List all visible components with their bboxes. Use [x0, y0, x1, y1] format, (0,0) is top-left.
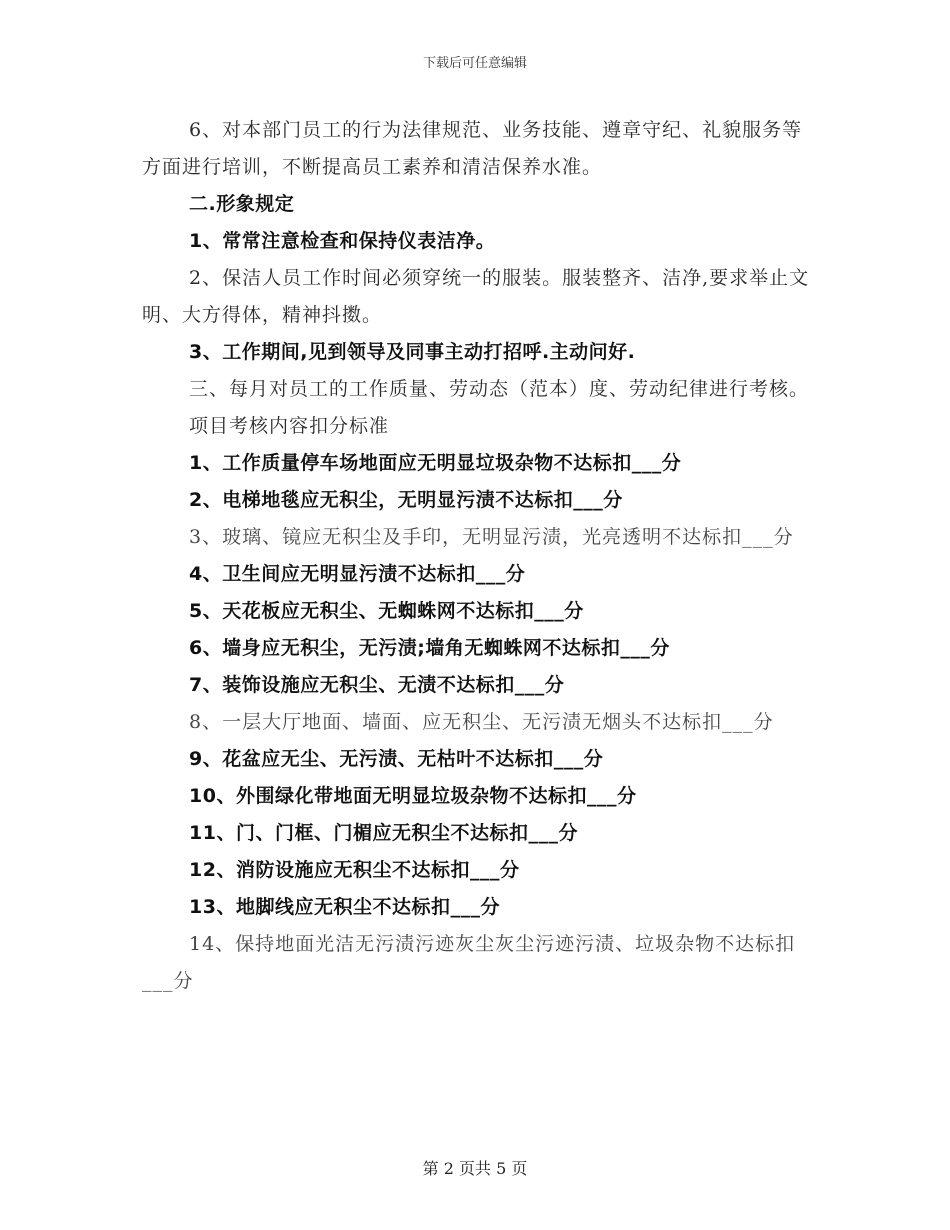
list-heading: 项目考核内容扣分标准 [189, 415, 390, 437]
section-heading: 二.形象规定 [189, 193, 295, 215]
list-item: 7、装饰设施应无积尘、无渍不达标扣___分 [189, 674, 565, 696]
page-footer: 第 2 页共 5 页 [422, 1159, 528, 1178]
list-item: 8、一层大厅地面、墙面、应无积尘、无污渍无烟头不达标扣___分 [189, 711, 774, 733]
list-item: 12、消防设施应无积尘不达标扣___分 [189, 859, 520, 881]
document-body [142, 112, 822, 1000]
paragraph: 2、保洁人员工作时间必须穿统一的服装。服装整齐、洁净,要求举止文明、大方得体，精神抖擞。 [142, 267, 810, 326]
page-header: 下载后可任意编辑 [422, 56, 527, 71]
list-item: 14、保持地面光洁无污渍污迹灰尘灰尘污迹污渍、垃圾杂物不达标扣___分 [142, 933, 796, 992]
list-item: 1、工作质量停车场地面应无明显垃圾杂物不达标扣___分 [189, 452, 682, 474]
list-item: 4、卫生间应无明显污渍不达标扣___分 [189, 563, 526, 585]
list-item: 13、地脚线应无积尘不达标扣___分 [189, 896, 500, 918]
list-item: 6、墙身应无积尘，无污渍;墙角无蜘蛛网不达标扣___分 [189, 637, 670, 659]
paragraph: 6、对本部门员工的行为法律规范、业务技能、遵章守纪、礼貌服务等方面进行培训，不断提高员工素养和清洁保养水准。 [142, 119, 803, 178]
paragraph: 1、常常注意检查和保持仪表洁净。 [189, 230, 496, 252]
list-item: 2、电梯地毯应无积尘，无明显污渍不达标扣___分 [189, 489, 623, 511]
list-item: 5、天花板应无积尘、无蜘蛛网不达标扣___分 [189, 600, 584, 622]
paragraph: 3、工作期间,见到领导及同事主动打招呼.主动问好. [189, 341, 636, 363]
paragraph: 三、每月对员工的工作质量、劳动态（范本）度、劳动纪律进行考核。 [189, 378, 810, 400]
list-item: 11、门、门框、门楣应无积尘不达标扣___分 [189, 822, 578, 844]
list-item: 9、花盆应无尘、无污渍、无枯叶不达标扣___分 [189, 748, 604, 770]
list-item: 10、外围绿化带地面无明显垃圾杂物不达标扣___分 [189, 785, 637, 807]
list-item: 3、玻璃、镜应无积尘及手印，无明显污渍，光亮透明不达标扣___分 [189, 526, 794, 548]
